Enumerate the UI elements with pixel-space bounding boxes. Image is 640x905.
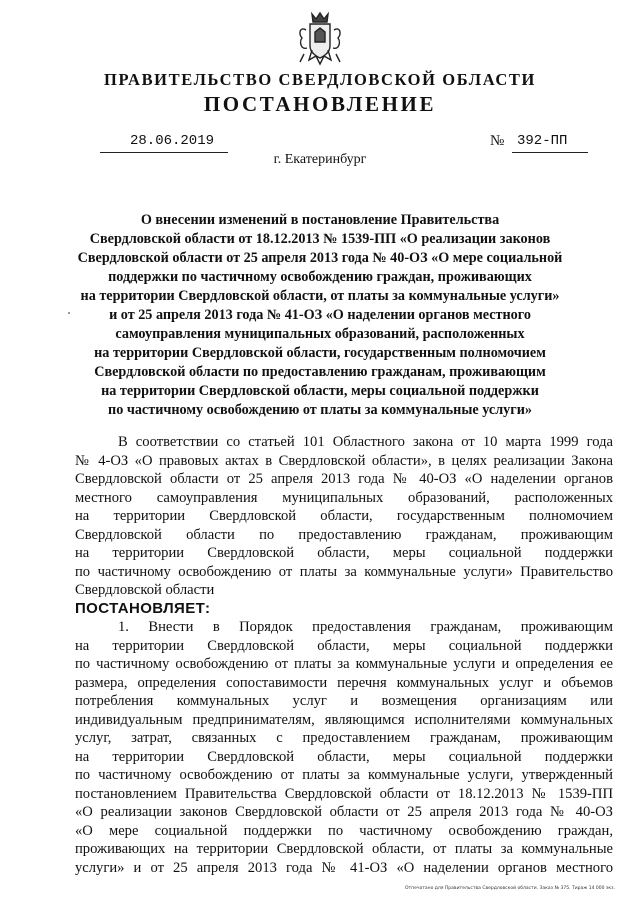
item-line: проживающих на территории Свердловской области, от платы за коммунальные xyxy=(75,841,613,857)
document-title xyxy=(70,211,570,420)
item-line: размера, определения сопоставимости перечня коммунальных услуг и объемов xyxy=(75,674,613,691)
preamble-line: Свердловской области от 25 апреля 2013 года № 40-ОЗ «О наделении органов xyxy=(75,471,613,487)
title-line: самоуправления муниципальных образований, расположенных xyxy=(115,326,525,342)
document-type: ПОСТАНОВЛЕНИЕ xyxy=(203,92,437,116)
item-line: по частичному освобождению от платы за коммунальные услуги и определения ее xyxy=(75,656,613,672)
coat-of-arms-icon xyxy=(296,10,344,68)
item-line: услуги» и от 25 апреля 2013 года № 41-ОЗ «О наделении органов местного xyxy=(75,859,613,876)
preamble-line: на территории Свердловской области, меры социальной поддержки xyxy=(75,545,613,561)
item-line: по частичному освобождению от платы за коммунальные услуги, утвержденный xyxy=(75,767,613,783)
title-line: поддержки по частичному освобождению граждан, проживающих xyxy=(108,269,532,285)
organization-name: ПРАВИТЕЛЬСТВО СВЕРДЛОВСКОЙ ОБЛАСТИ xyxy=(104,70,536,89)
title-line: Свердловской области от 18.12.2013 № 1539-ПП «О реализации законов xyxy=(89,231,551,247)
item-line: «О реализации законов Свердловской области от 25 апреля 2013 года № 40-ОЗ xyxy=(75,804,613,820)
title-line: на территории Свердловской области, от платы за коммунальные услуги» xyxy=(80,288,560,304)
preamble-line: Свердловской области по предоставлению гражданам, проживающим xyxy=(75,526,613,543)
preamble-line: по частичному освобождению от платы за коммунальные услуги» Правительство xyxy=(75,563,613,580)
item-line: потребления коммунальных услуг и возмещения организациям или xyxy=(75,693,613,709)
item-line: индивидуальным предпринимателям, являющимся исполнителями коммунальных xyxy=(75,711,613,728)
document-body xyxy=(75,433,613,877)
item-line: услуг, затрат, связанных с предоставлением гражданам, проживающим xyxy=(75,730,613,746)
item-line: на территории Свердловской области, меры социальной поддержки xyxy=(75,748,613,765)
preamble-line: местного самоуправления муниципальных образований, расположенных xyxy=(75,489,613,506)
preamble-line: на территории Свердловской области, государственным полномочием xyxy=(75,508,613,524)
item-line: на территории Свердловской области, меры социальной поддержки xyxy=(75,637,613,654)
title-line: на территории Свердловской области, государственным полномочием xyxy=(94,345,546,361)
title-line: Свердловской области от 25 апреля 2013 года № 40-ОЗ «О мере социальной xyxy=(77,250,563,266)
document-date: 28.06.2019 xyxy=(129,133,214,149)
item-line: 1. Внести в Порядок предоставления гражданам, проживающим xyxy=(118,619,613,635)
title-line: О внесении изменений в постановление Правительства xyxy=(140,212,500,228)
decree-word: ПОСТАНОВЛЯЕТ: xyxy=(75,599,211,617)
title-line: и от 25 апреля 2013 года № 41-ОЗ «О наделении органов местного xyxy=(109,307,531,323)
item-line: «О мере социальной поддержки по частичному освобождению граждан, xyxy=(75,822,613,839)
print-footer: Отпечатано для Правительства Свердловской области. Заказ № 375. Тираж 14 000 экз. xyxy=(405,886,615,891)
preamble-line: № 4-ОЗ «О правовых актах в Свердловской области», в целях реализации Закона xyxy=(75,452,613,469)
document-number: 392-ПП xyxy=(517,133,568,149)
city: г. Екатеринбург xyxy=(273,152,367,167)
title-line: Свердловской области по предоставлению гражданам, проживающим xyxy=(94,364,546,380)
preamble-line: Свердловской области xyxy=(75,582,215,598)
title-line: по частичному освобождению от платы за коммунальные услуги» xyxy=(108,402,532,418)
title-line: на территории Свердловской области, меры социальной поддержки xyxy=(101,383,539,399)
preamble-line: В соответствии со статьей 101 Областного закона от 10 марта 1999 года xyxy=(118,434,613,450)
item-line: постановлением Правительства Свердловской области от 18.12.2013 № 1539-ПП xyxy=(75,785,613,802)
number-sign: № xyxy=(490,133,505,149)
